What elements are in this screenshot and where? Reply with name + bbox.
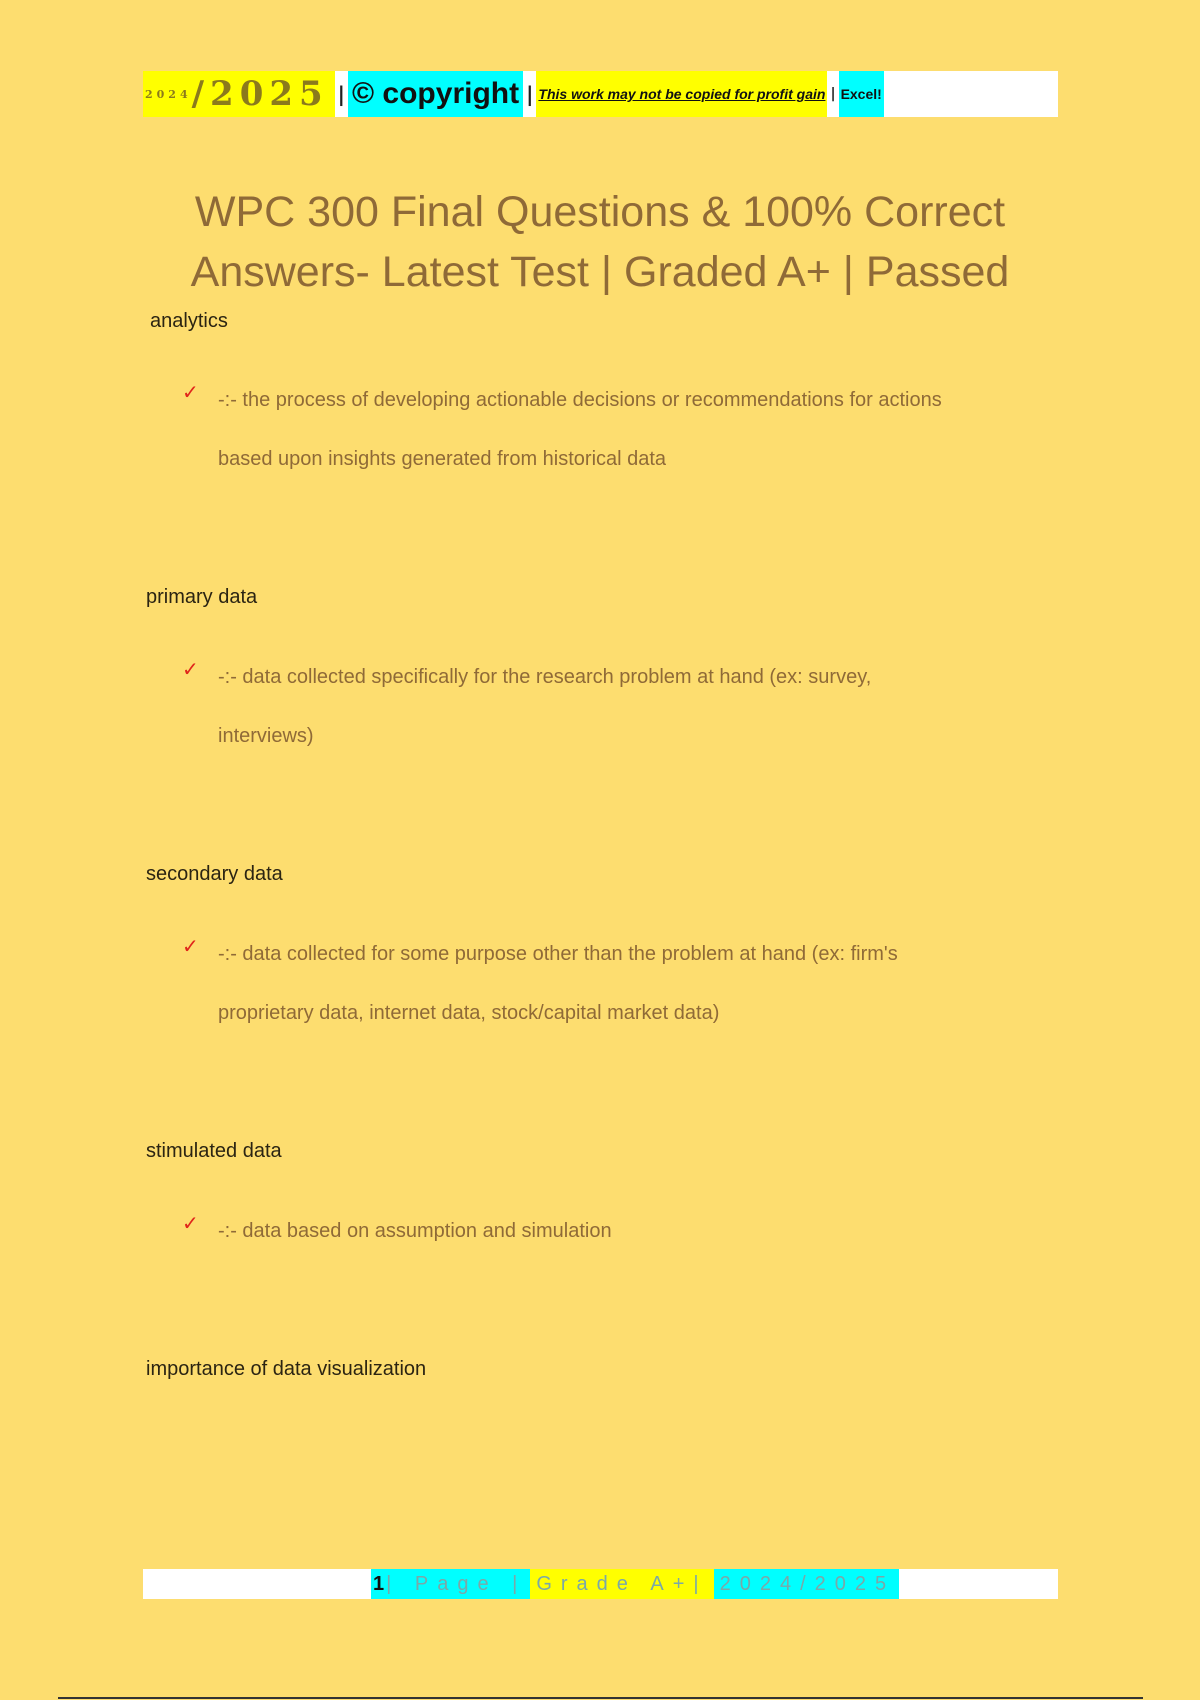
header-year [143,71,335,117]
footer-page-label: | Page | [386,1569,530,1599]
term-secondary-data: secondary data [146,863,283,885]
footer-grade: Grade A+| [530,1569,713,1599]
header-notice: This work may not be copied for profit gain [536,71,827,117]
bottom-divider [58,1697,1143,1699]
footer-year: 2024/2025 [714,1569,900,1599]
document-title-line1: WPC 300 Final Questions & 100% Correct [194,188,1006,236]
definition-line: -:- data based on assumption and simulation [218,1220,612,1242]
definition-line: proprietary data, internet data, stock/capital market data) [218,1002,720,1024]
definition-line: interviews) [218,725,314,747]
document-title-line2: Answers- Latest Test | Graded A+ | Passed [190,248,1010,296]
footer-page-number: 1 [371,1569,386,1599]
header-band [143,71,1058,117]
definition-stimulated-data [182,1202,1062,1261]
check-mark-icon: ✓ [182,1213,199,1235]
check-mark-icon: ✓ [182,659,199,681]
definition-line: -:- data collected for some purpose other than the problem at hand (ex: firm's [218,943,898,965]
term-stimulated-data: stimulated data [146,1140,282,1162]
footer-band [143,1569,1058,1599]
term-analytics: analytics [150,310,228,332]
check-mark-icon: ✓ [182,936,199,958]
definition-primary-data [182,648,1062,766]
check-mark-icon: ✓ [182,382,199,404]
document-title [100,182,1100,302]
footer-content [371,1569,899,1599]
definition-line: -:- the process of developing actionable decisions or recommendations for actions [218,389,942,411]
header-year-big: /2025 [191,74,329,114]
definition-line: based upon insights generated from historical data [218,448,667,470]
term-primary-data: primary data [146,586,258,608]
header-excel: Excel! [839,71,884,117]
definition-secondary-data [182,925,1062,1043]
header-copyright: © copyright [348,71,523,117]
header-separator: | [830,86,836,102]
term-importance-of-data-visualization: importance of data visualization [146,1358,427,1380]
definition-analytics [182,371,1062,489]
header-year-small: 2024 [145,87,192,101]
header-separator: | [526,82,534,106]
header-separator: | [337,82,345,106]
definition-line: -:- data collected specifically for the research problem at hand (ex: survey, [218,666,872,688]
